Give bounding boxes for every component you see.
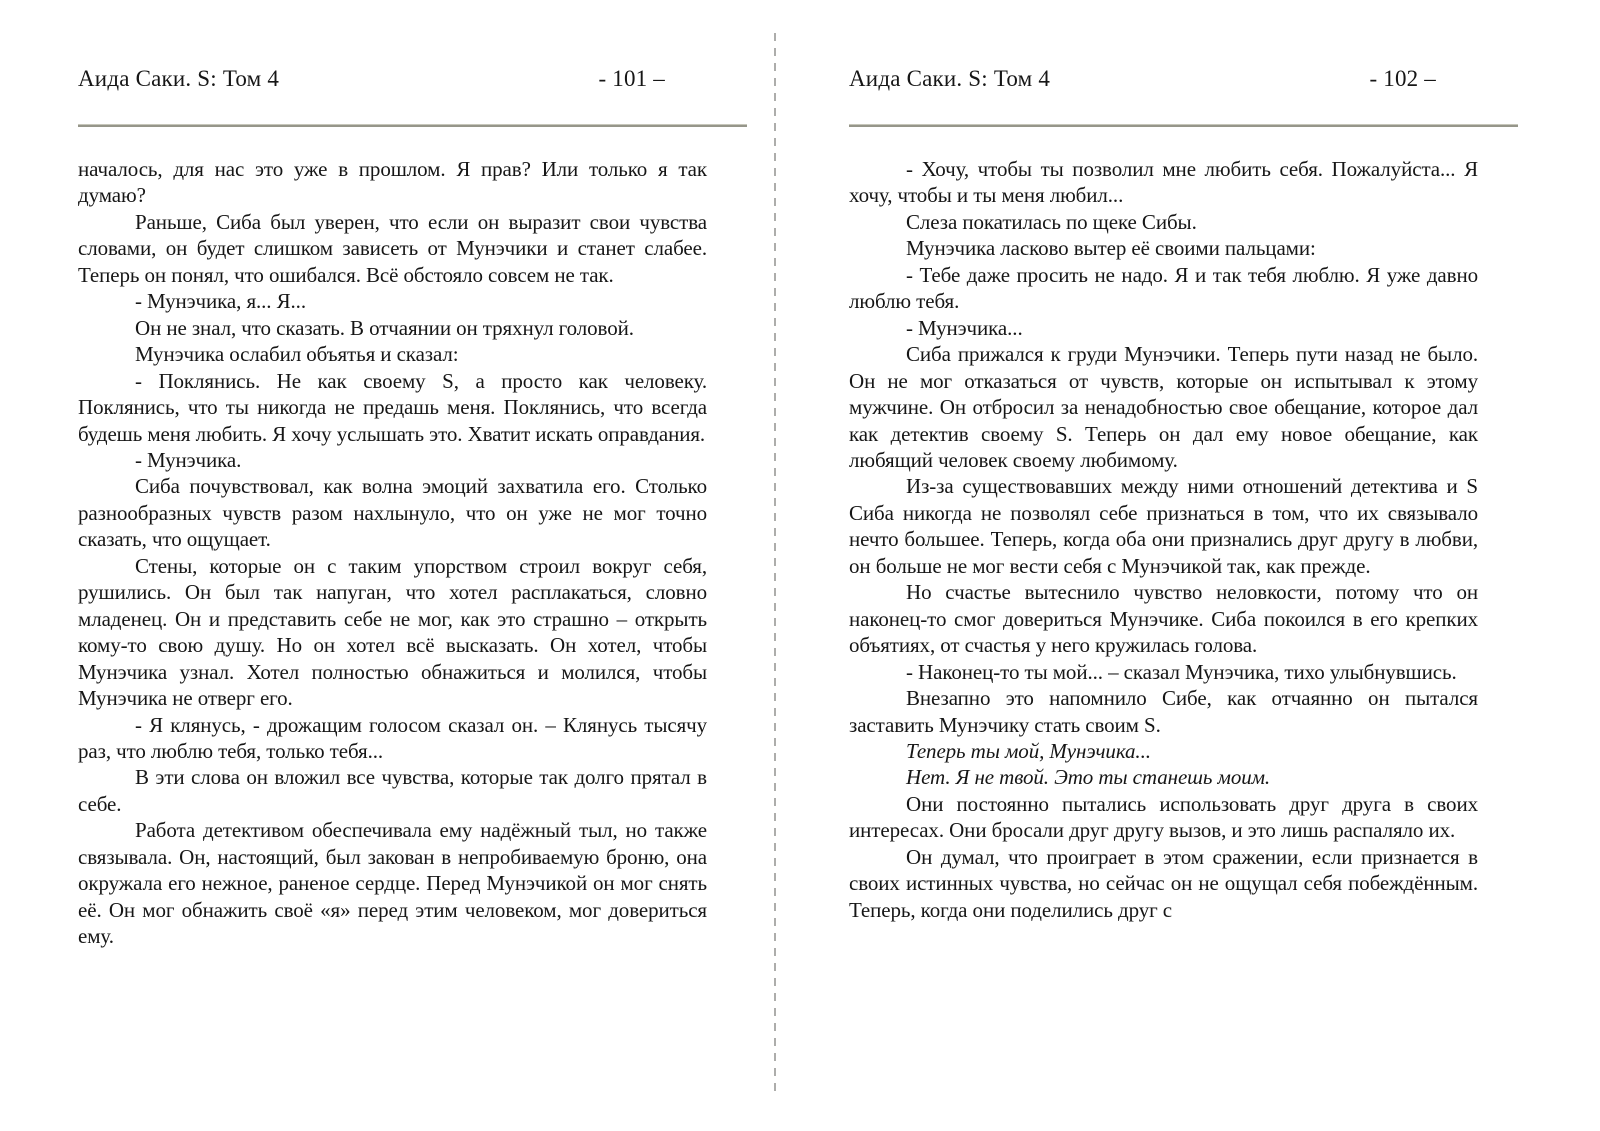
paragraph: - Мунэчика.: [135, 447, 242, 472]
paragraph: Работа детективом обеспечивала ему надёжный тыл, но также связывала. Он, настоящий, был закован в непробиваемую броню, она окружала его нежное, раненое сердце. Перед Мунэчикой он мог снять её. Он мог обнажить своё «я» перед этим человеком, мог довериться ему.: [78, 818, 707, 949]
header-rule: [849, 124, 1518, 127]
page-number: - 102 –: [1369, 66, 1436, 91]
paragraph: Нет. Я не твой. Это ты станешь моим.: [906, 765, 1271, 790]
paragraph: Сиба почувствовал, как волна эмоций захватила его. Столько разнообразных чувств разом нахлынуло, что он уже не мог точно сказать, что ощущает.: [78, 474, 707, 552]
paragraph: - Мунэчика, я... Я...: [135, 289, 306, 314]
page-body: [78, 156, 707, 950]
paragraph: Внезапно это напомнило Сибе, как отчаянно он пытался заставить Мунэчику стать своим S.: [849, 686, 1478, 737]
page-number: - 101 –: [598, 66, 665, 91]
paragraph: В эти слова он вложил все чувства, которые так долго прятал в себе.: [78, 765, 707, 816]
page-header: [849, 0, 1518, 93]
paragraph: Сиба прижался к груди Мунэчики. Теперь пути назад не было. Он не мог отказаться от чувств, которые он испытывал к этому мужчине. Он отбросил за ненадобностью свое обещание, которое дал как детектив своему S. Теперь он дал ему новое обещание, как любящий человек своему любимому.: [849, 342, 1478, 472]
paragraph: Стены, которые он с таким упорством строил вокруг себя, рушились. Он был так напуган, что хотел расплакаться, словно младенец. Он и представить себе не мог, как это страшно – открыть кому-то свою душу. Но он хотел всё высказать. Он хотел, чтобы Мунэчика узнал. Хотел полностью обнажиться и молился, чтобы Мунэчика не отверг его.: [78, 553, 707, 711]
paragraph: Из-за существовавших между ними отношений детектива и S Сиба никогда не позволял себе признаться в том, что их связывало нечто большее. Теперь, когда оба они признались друг другу в любви, он больше не мог вести себя с Мунэчикой так, как прежде.: [849, 474, 1478, 578]
paragraph: - Поклянись. Не как своему S, а просто как человеку. Поклянись, что ты никогда не предашь меня. Поклянись, что всегда будешь меня любить. Я хочу услышать это. Хватит искать оправдания.: [78, 368, 707, 446]
paragraph: - Мунэчика...: [906, 315, 1023, 340]
book-title: Аида Саки. S: Том 4: [849, 66, 1051, 91]
page-body: [849, 156, 1478, 923]
paragraph: Он думал, что проиграет в этом сражении, если признается в своих истинных чувства, но сейчас он не ощущал себя побеждённым. Теперь, когда они поделились друг с: [849, 844, 1478, 922]
paragraph: Он не знал, что сказать. В отчаянии он тряхнул головой.: [135, 315, 634, 340]
header-rule: [78, 124, 747, 127]
book-title: Аида Саки. S: Том 4: [78, 66, 280, 91]
paragraph: Раньше, Сиба был уверен, что если он выразит свои чувства словами, он будет слишком зависеть от Мунэчики и станет слабее. Теперь он понял, что ошибался. Всё обстояло совсем не так.: [78, 209, 707, 287]
page-divider: [774, 33, 776, 1095]
paragraph: Теперь ты мой, Мунэчика...: [906, 738, 1151, 763]
paragraph: Мунэчика ослабил объятья и сказал:: [135, 342, 459, 367]
paragraph: Но счастье вытеснило чувство неловкости, потому что он наконец-то смог довериться Мунэчике. Сиба покоился в его крепких объятиях, от счастья у него кружилась голова.: [849, 580, 1478, 658]
paragraph: - Тебе даже просить не надо. Я и так тебя люблю. Я уже давно люблю тебя.: [849, 262, 1478, 314]
page-right: [849, 0, 1518, 1131]
paragraph: - Я клянусь, - дрожащим голосом сказал он. – Клянусь тысячу раз, что люблю тебя, только тебя...: [78, 712, 707, 763]
paragraph: Слеза покатилась по щеке Сибы.: [906, 209, 1197, 234]
page-header: [78, 0, 747, 93]
paragraph: началось, для нас это уже в прошлом. Я прав? Или только я так думаю?: [78, 157, 707, 208]
paragraph: Они постоянно пытались использовать друг друга в своих интересах. Они бросали друг другу вызов, и это лишь распаляло их.: [849, 791, 1478, 843]
page-left: [78, 0, 747, 1131]
paragraph: - Наконец-то ты мой... – сказал Мунэчика, тихо улыбнувшись.: [906, 659, 1457, 684]
paragraph: Мунэчика ласково вытер её своими пальцами:: [906, 236, 1316, 261]
paragraph: - Хочу, чтобы ты позволил мне любить себя. Пожалуйста... Я хочу, чтобы и ты меня любил...: [849, 157, 1478, 208]
